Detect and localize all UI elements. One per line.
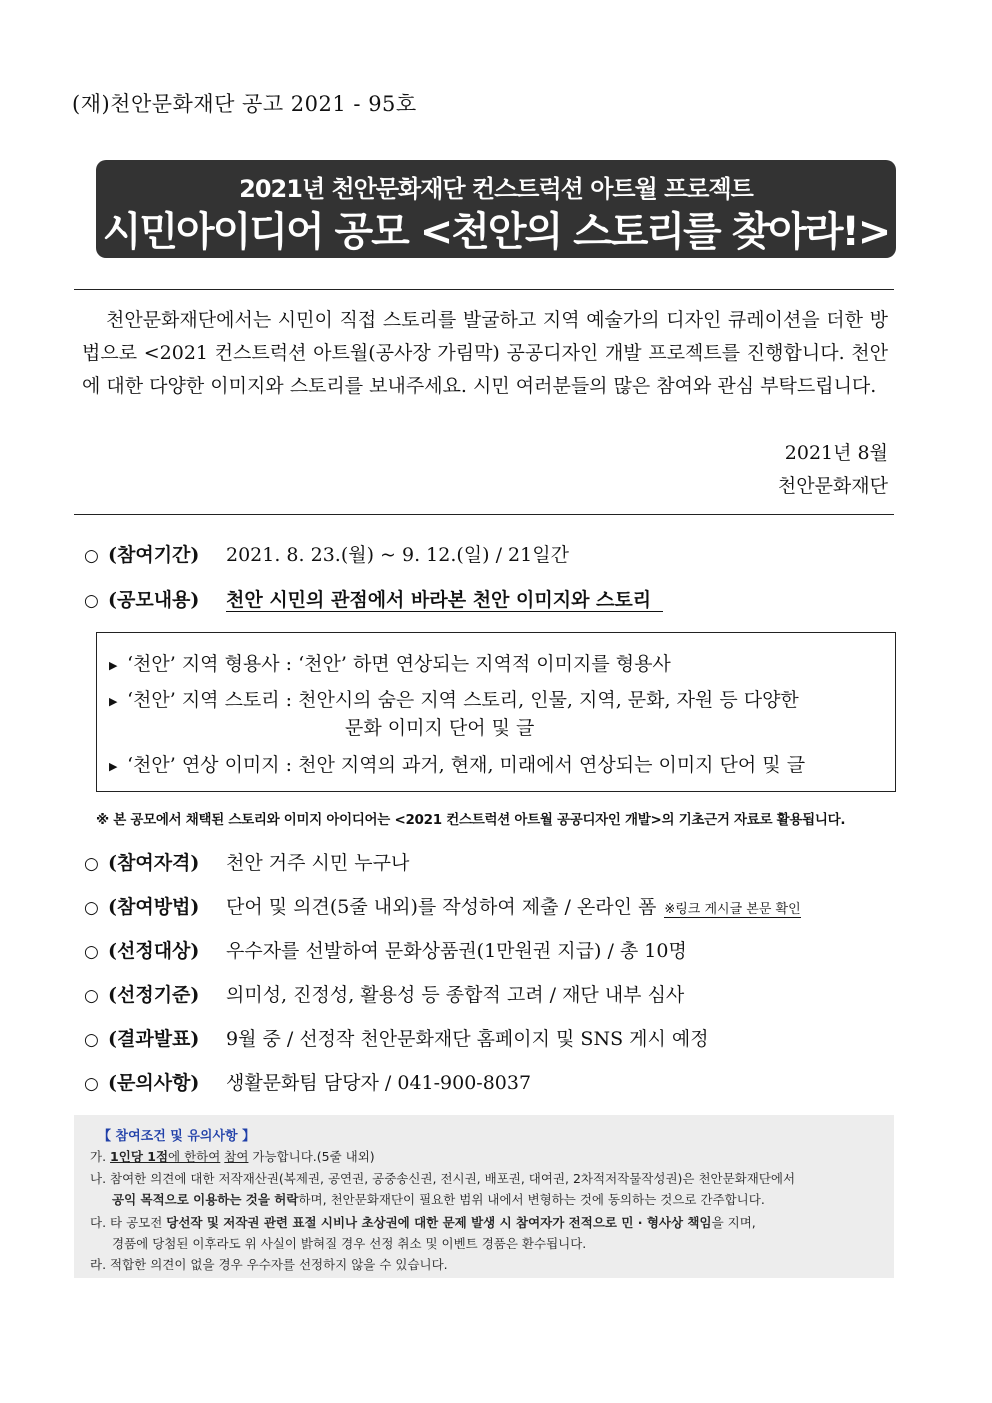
condition-da	[90, 1213, 756, 1231]
item-label: (참여자격)	[108, 852, 200, 874]
notice-number: (재)천안문화재단 공고 2021 - 95호	[72, 92, 417, 116]
condition-text: 을 지며,	[711, 1215, 756, 1230]
condition-text: 에 한하여	[168, 1149, 221, 1164]
item-value: 천안 시민의 관점에서 바라본 천안 이미지와 스토리	[226, 589, 663, 612]
item-value: 단어 및 의견(5줄 내외)를 작성하여 제출 / 온라인 폼	[226, 896, 657, 918]
condition-da-continued: 경품에 당첨된 이후라도 위 사실이 밝혀질 경우 선정 취소 및 이벤트 경품은 환수됩니다.	[112, 1236, 587, 1251]
item-target	[84, 936, 687, 963]
circle-bullet-icon: ○	[84, 1030, 99, 1050]
detail-text: ‘천안’ 하면 연상되는 지역적 이미지를 형용사	[298, 653, 671, 675]
circle-bullet-icon: ○	[84, 1074, 99, 1094]
condition-emphasis: 공익 목적으로 이용하는 것을 허락	[112, 1192, 299, 1207]
item-value: 천안 거주 시민 누구나	[226, 852, 410, 874]
item-value: 2021. 8. 23.(월) ~ 9. 12.(일) / 21일간	[226, 544, 569, 566]
detail-row	[109, 649, 671, 676]
banner-title: 시민아이디어 공모 <천안의 스토리를 찾아라!>	[102, 209, 890, 255]
remark-note: ※ 본 공모에서 채택된 스토리와 이미지 아이디어는 <2021 컨스트럭션 아트월 공공디자인 개발>의 기초근거 자료로 활용됩니다.	[96, 812, 846, 828]
condition-text: 하며, 천안문화재단이 필요한 범위 내에서 변형하는 것에 동의하는 것으로 간주합니다.	[298, 1192, 765, 1207]
notice-date: 2021년 8월	[784, 442, 888, 464]
detail-key: ‘천안’ 연상 이미지 :	[127, 754, 293, 776]
item-value: 생활문화팀 담당자 / 041-900-8037	[226, 1072, 532, 1094]
item-label: (선정대상)	[108, 940, 200, 962]
circle-bullet-icon: ○	[84, 591, 99, 611]
circle-bullet-icon: ○	[84, 942, 99, 962]
circle-bullet-icon: ○	[84, 546, 99, 566]
intro-paragraph	[82, 304, 888, 403]
condition-na: 나. 참여한 의견에 대한 저작재산권(복제권, 공연권, 공중송신권, 전시권, 배포권, 대여권, 2차적저작물작성권)은 천안문화재단에서	[90, 1171, 796, 1186]
item-eligibility	[84, 848, 409, 875]
triangle-bullet-icon: ▶	[109, 759, 118, 773]
conditions-title: 【 참여조건 및 유의사항 】	[98, 1129, 256, 1144]
intro-text: 천안문화재단에서는 시민이 직접 스토리를 발굴하고 지역 예술가의 디자인 큐레이션을 더한 방법으로 <2021 컨스트럭션 아트월(공사장 가림막) 공공디자인 개발 프로젝트를 진행합니다. 천안에 대한 다양한 이미지와 스토리를 보내주세요. 시민 여러분들의 많은 참여와 관심 부탁드립니다.	[82, 309, 888, 397]
detail-key: ‘천안’ 지역 스토리 :	[127, 689, 293, 711]
issuer: 천안문화재단	[777, 475, 888, 497]
item-method	[84, 892, 801, 919]
item-content	[84, 585, 663, 612]
condition-prefix: 다. 타 공모전	[90, 1215, 163, 1230]
item-criteria	[84, 980, 684, 1007]
condition-ra: 라. 적합한 의견이 없을 경우 우수자를 선정하지 않을 수 있습니다.	[90, 1257, 448, 1272]
banner-subtitle: 2021년 천안문화재단 컨스트럭션 아트월 프로젝트	[239, 175, 753, 203]
item-value: 의미성, 진정성, 활용성 등 종합적 고려 / 재단 내부 심사	[226, 984, 685, 1006]
condition-text: 가능합니다.(5줄 내외)	[248, 1149, 375, 1164]
conditions-box	[74, 1115, 894, 1278]
triangle-bullet-icon: ▶	[109, 658, 118, 672]
item-label: (참여방법)	[108, 896, 200, 918]
item-label: (공모내용)	[108, 589, 200, 611]
detail-row	[109, 750, 805, 777]
condition-prefix: 가.	[90, 1149, 107, 1164]
divider	[74, 289, 894, 290]
circle-bullet-icon: ○	[84, 986, 99, 1006]
content-detail-box	[96, 632, 896, 792]
item-announcement	[84, 1024, 709, 1051]
item-period	[84, 540, 569, 567]
item-label: (참여기간)	[108, 544, 200, 566]
divider	[74, 514, 894, 515]
condition-emphasis: 당선작 및 저작권 관련 표절 시비나 초상권에 대한 문제 발생 시 참여자가 전적으로 민 · 형사상 책임	[166, 1215, 712, 1230]
item-label: (결과발표)	[108, 1028, 200, 1050]
detail-key: ‘천안’ 지역 형용사 :	[127, 653, 293, 675]
item-value: 우수자를 선발하여 문화상품권(1만원권 지급) / 총 10명	[226, 940, 687, 962]
condition-ga	[90, 1147, 375, 1165]
detail-row	[109, 685, 799, 712]
detail-text: 천안 지역의 과거, 현재, 미래에서 연상되는 이미지 단어 및 글	[298, 754, 806, 776]
circle-bullet-icon: ○	[84, 854, 99, 874]
link-note: ※링크 게시글 본문 확인	[664, 902, 801, 917]
title-banner	[96, 160, 896, 258]
condition-text: 참여	[224, 1149, 249, 1164]
detail-text: 천안시의 숨은 지역 스토리, 인물, 지역, 문화, 자원 등 다양한	[298, 689, 799, 711]
item-inquiry	[84, 1068, 531, 1095]
condition-emphasis: 1인당 1점	[110, 1149, 169, 1164]
circle-bullet-icon: ○	[84, 898, 99, 918]
item-label: (선정기준)	[108, 984, 200, 1006]
detail-row-continued: 문화 이미지 단어 및 글	[345, 717, 535, 739]
condition-na-continued	[112, 1190, 765, 1208]
triangle-bullet-icon: ▶	[109, 694, 118, 708]
item-value: 9월 중 / 선정작 천안문화재단 홈페이지 및 SNS 게시 예정	[226, 1028, 709, 1050]
item-label: (문의사항)	[108, 1072, 200, 1094]
